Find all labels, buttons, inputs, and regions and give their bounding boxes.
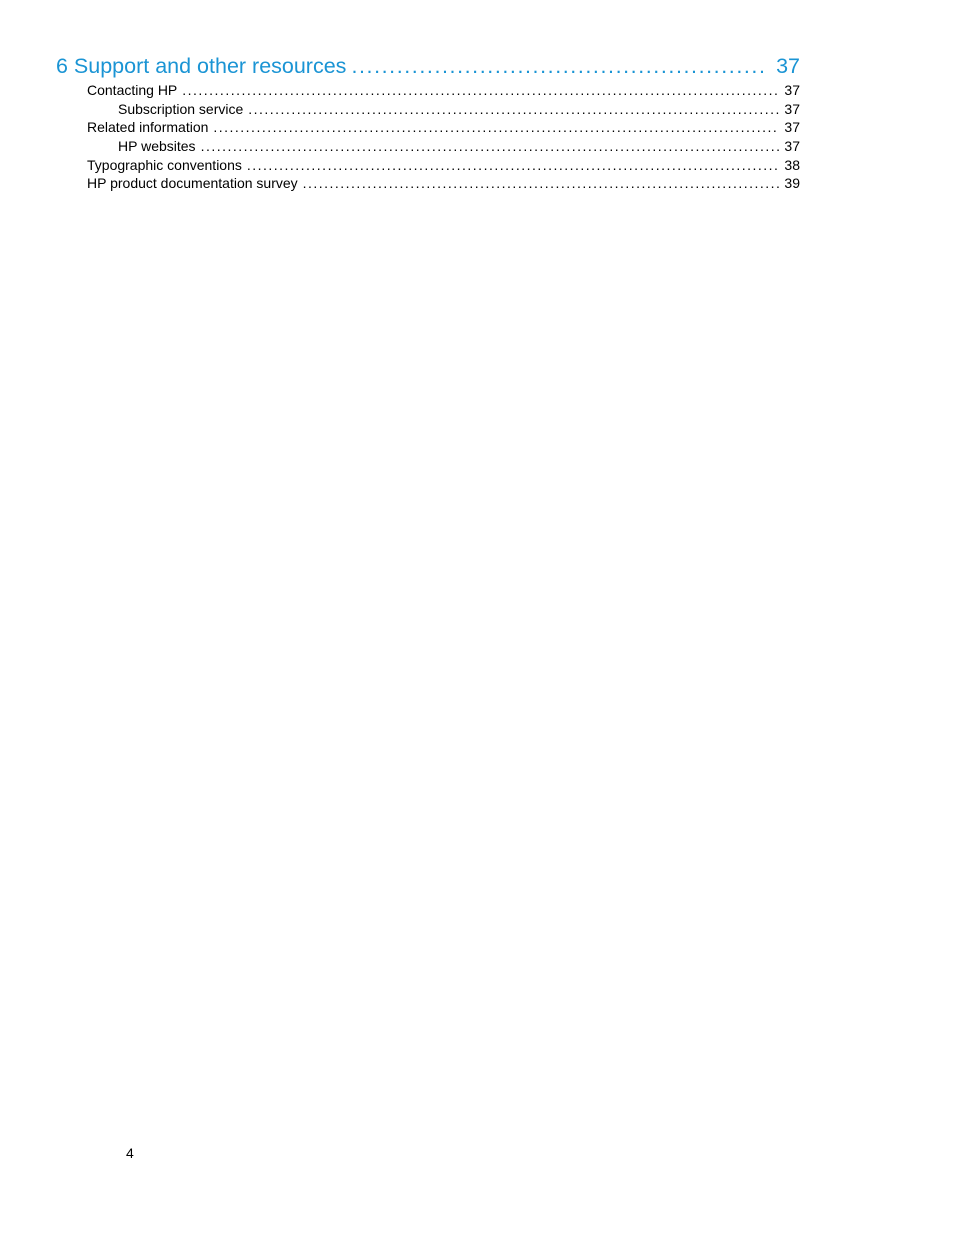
toc-entry-page-number: 37 bbox=[784, 119, 800, 136]
toc-entry-title: Subscription service bbox=[118, 100, 244, 117]
toc-entry-page-number: 37 bbox=[784, 82, 800, 98]
toc-dot-leader bbox=[182, 82, 779, 98]
toc-entry-page-number: 39 bbox=[784, 175, 800, 192]
toc-entry-subscription-service[interactable] bbox=[118, 101, 800, 120]
toc-dot-leader bbox=[247, 157, 780, 173]
toc-dot-leader bbox=[303, 175, 780, 191]
toc-entry-title: Related information bbox=[87, 119, 209, 136]
toc-entry-hp-product-documentation-survey[interactable] bbox=[87, 175, 800, 194]
toc-dot-leader bbox=[351, 54, 768, 79]
toc-entry-page-number: 37 bbox=[784, 100, 800, 117]
toc-dot-leader bbox=[248, 101, 779, 117]
page-number: 4 bbox=[126, 1145, 134, 1161]
toc-dot-leader bbox=[213, 119, 779, 135]
toc-dot-leader bbox=[201, 138, 780, 154]
toc-chapter-support-and-other-resources[interactable] bbox=[56, 54, 800, 82]
toc-entry-title: Typographic conventions bbox=[87, 156, 242, 173]
toc-chapter-page-number: 37 bbox=[776, 54, 800, 78]
toc-entry-title: HP websites bbox=[118, 138, 196, 155]
toc-entry-page-number: 37 bbox=[784, 138, 800, 155]
toc-entry-hp-websites[interactable] bbox=[118, 138, 800, 157]
toc-entry-contacting-hp[interactable] bbox=[87, 82, 800, 101]
toc-entry-typographic-conventions[interactable] bbox=[87, 157, 800, 176]
table-of-contents bbox=[56, 54, 800, 194]
toc-entry-related-information[interactable] bbox=[87, 119, 800, 138]
toc-entry-page-number: 38 bbox=[784, 156, 800, 173]
toc-entry-title: Contacting HP bbox=[87, 82, 178, 98]
toc-chapter-title: 6 Support and other resources bbox=[56, 54, 347, 78]
toc-entry-title: HP product documentation survey bbox=[87, 175, 298, 192]
